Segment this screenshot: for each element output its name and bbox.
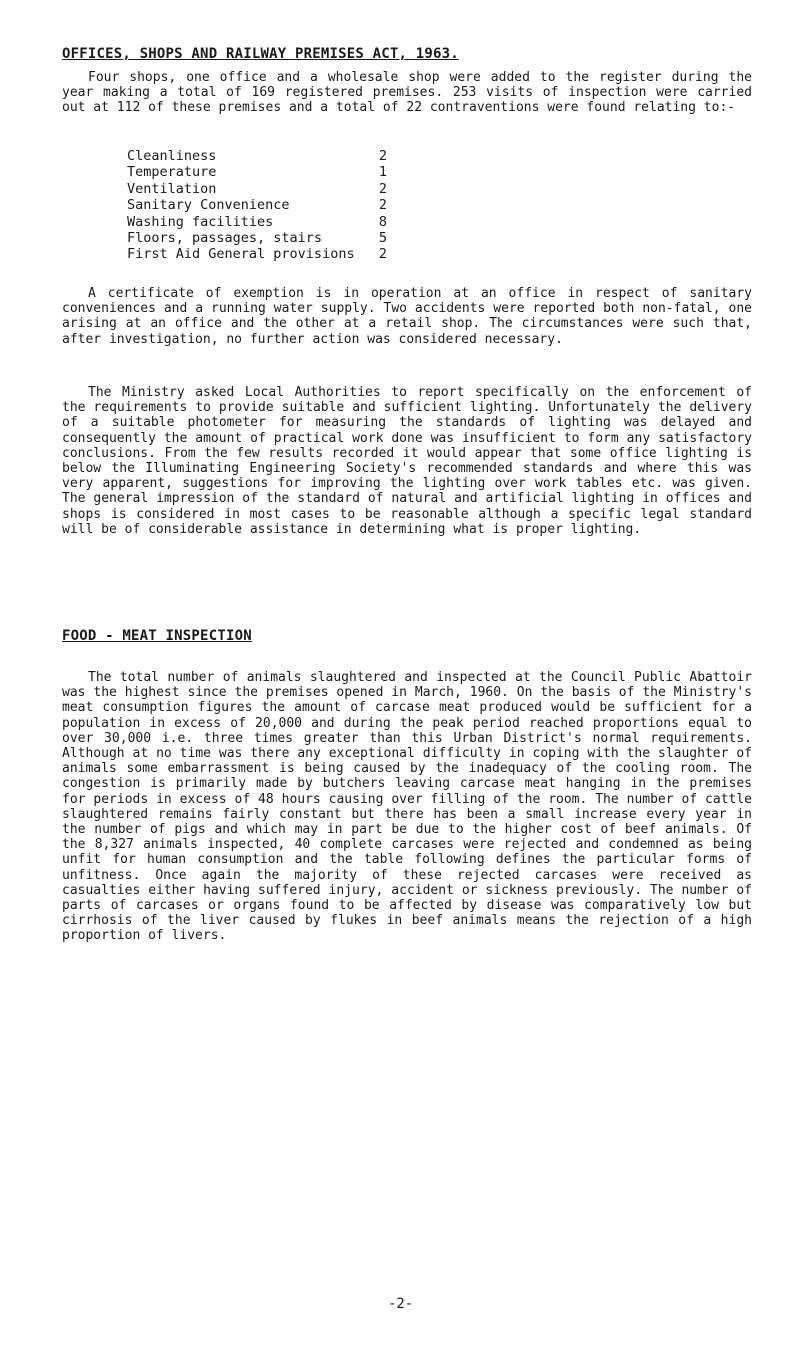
section-heading-meat-inspection: FOOD - MEAT INSPECTION xyxy=(62,628,252,644)
list-item xyxy=(127,148,387,164)
list-item-label: Sanitary Convenience xyxy=(127,197,290,214)
contraventions-list xyxy=(127,148,387,263)
list-item-label: Ventilation xyxy=(127,180,217,197)
paragraph-abattoir: The total number of animals slaughtered and inspected at the Council Public Abattoir was the highest since the premises opened in March, 1960. On the basis of the Ministry's meat consumption figures the amount of carcase meat produced would be sufficient for a population in excess of 20,000 and during the peak period reached proportions equal to over 30,000 i.e. three times greater than this Urban District's normal requirements. Although at no time was there any exceptional difficulty in coping with the slaughter of animals some embarrassment is being caused by the inadequacy of the cooling room. The congestion is primarily made by butchers leaving carcase meat hanging in the premises for periods in excess of 48 hours causing over filling of the room. The number of cattle slaughtered remains fairly constant but there has been a small increase every year in the number of pigs and which may in part be due to the higher cost of beef animals. Of the 8,327 animals inspected, 40 complete carcases were rejected and condemned as being unfit for human consumption and the table following defines the particular forms of unfitness. Once again the majority of these rejected carcases were received as casualties either having suffered injury, accident or sickness previously. The number of parts of carcases or organs found to be affected by disease was comparatively low but cirrhosis of the liver caused by flukes in beef animals means the rejection of a high proportion of livers. xyxy=(62,670,752,944)
list-item xyxy=(127,230,387,246)
paragraph-exemption-accidents: A certificate of exemption is in operation at an office in respect of sanitary conveniences and a running water supply. Two accidents were reported both non-fatal, one arising at an office and the other at a retail shop. The circumstances were such that, after investigation, no further action was considered necessary. xyxy=(62,286,752,347)
list-item-count: 8 xyxy=(378,213,387,230)
paragraph-lighting: The Ministry asked Local Authorities to report specifically on the enforcement of the requirements to provide suitable and sufficient lighting. Unfortunately the delivery of a suitable photometer for measuring the standards of lighting was delayed and consequently the amount of practical work done was insufficient to form any satisfactory conclusions. From the few results recorded it would appear that some office lighting is below the Illuminating Engineering Society's recommended standards and where this was very apparent, suggestions for improving the lighting over work tables etc. was given. The general impression of the standard of natural and artificial lighting in offices and shops is considered in most cases to be reasonable although a specific legal standard will be of considerable assistance in determining what is proper lighting. xyxy=(62,385,752,537)
list-item xyxy=(127,214,387,230)
list-item-label: Cleanliness xyxy=(127,148,217,164)
list-item-count: 2 xyxy=(378,246,387,263)
list-item xyxy=(127,164,387,180)
list-item-label: Temperature xyxy=(127,164,217,181)
list-item xyxy=(127,197,387,213)
list-item-label: Floors, passages, stairs xyxy=(127,230,323,247)
list-item-label: Washing facilities xyxy=(127,213,274,230)
list-item-count: 5 xyxy=(378,230,387,247)
list-item-count: 2 xyxy=(378,180,387,197)
page-number: -2- xyxy=(388,1296,414,1312)
list-item xyxy=(127,246,387,262)
list-item-label: First Aid General provisions xyxy=(127,246,355,263)
paragraph-registrations: Four shops, one office and a wholesale shop were added to the register during the year making a total of 169 registered premises. 253 visits of inspection were carried out at 112 of these premises and a total of 22 contraventions were found relating to:- xyxy=(62,70,752,116)
list-item-count: 2 xyxy=(378,148,387,164)
list-item-count: 1 xyxy=(378,164,387,181)
section-heading-offices-act: OFFICES, SHOPS AND RAILWAY PREMISES ACT, 1963. xyxy=(62,46,459,62)
list-item-count: 2 xyxy=(378,197,387,214)
list-item xyxy=(127,181,387,197)
